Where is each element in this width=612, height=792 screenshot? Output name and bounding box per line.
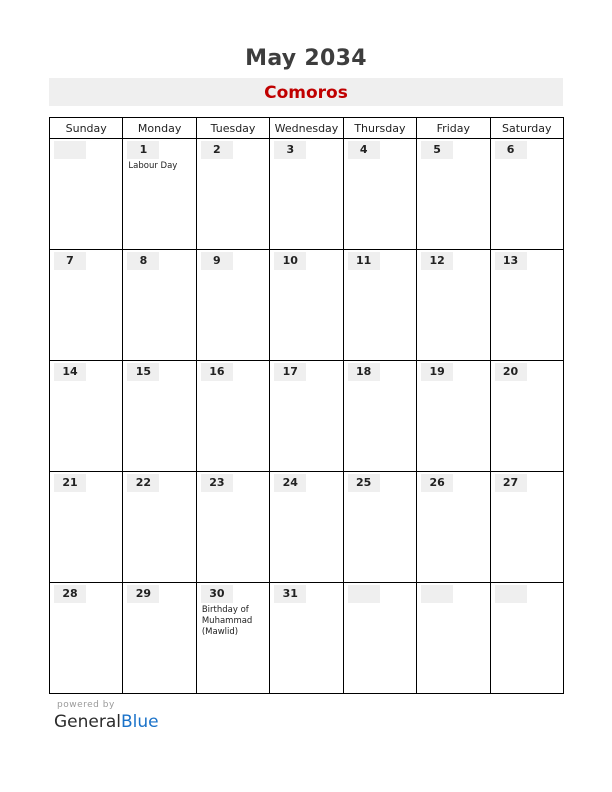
weekday-wednesday: Wednesday bbox=[270, 118, 343, 139]
day-number: 24 bbox=[274, 474, 306, 492]
day-number: 27 bbox=[495, 474, 527, 492]
day-number: 9 bbox=[201, 252, 233, 270]
day-number: 18 bbox=[348, 363, 380, 381]
country-name: Comoros bbox=[264, 83, 348, 103]
day-number: 6 bbox=[495, 141, 527, 159]
weekday-thursday: Thursday bbox=[343, 118, 416, 139]
day-cell bbox=[50, 361, 123, 472]
calendar-grid bbox=[49, 117, 564, 694]
day-cell bbox=[50, 139, 123, 250]
day-number: 20 bbox=[495, 363, 527, 381]
day-number: 19 bbox=[421, 363, 453, 381]
day-number: 4 bbox=[348, 141, 380, 159]
day-number: 31 bbox=[274, 585, 306, 603]
day-number: 26 bbox=[421, 474, 453, 492]
week-row-3 bbox=[50, 361, 564, 472]
day-cell bbox=[123, 361, 196, 472]
day-number: 25 bbox=[348, 474, 380, 492]
day-cell bbox=[270, 583, 343, 694]
day-number bbox=[495, 585, 527, 603]
day-number bbox=[54, 141, 86, 159]
day-number: 21 bbox=[54, 474, 86, 492]
brand-general-text: General bbox=[54, 712, 121, 732]
day-cell bbox=[490, 250, 563, 361]
day-number: 10 bbox=[274, 252, 306, 270]
day-cell bbox=[490, 472, 563, 583]
weekday-friday: Friday bbox=[417, 118, 490, 139]
day-cell bbox=[270, 250, 343, 361]
day-number: 17 bbox=[274, 363, 306, 381]
day-number: 30 bbox=[201, 585, 233, 603]
day-cell bbox=[50, 472, 123, 583]
day-number: 16 bbox=[201, 363, 233, 381]
day-cell bbox=[123, 472, 196, 583]
day-number: 2 bbox=[201, 141, 233, 159]
day-cell bbox=[50, 250, 123, 361]
day-cell bbox=[50, 583, 123, 694]
day-number: 13 bbox=[495, 252, 527, 270]
day-cell bbox=[417, 472, 490, 583]
day-number bbox=[348, 585, 380, 603]
day-number bbox=[421, 585, 453, 603]
weekday-monday: Monday bbox=[123, 118, 196, 139]
day-cell bbox=[490, 583, 563, 694]
day-number: 14 bbox=[54, 363, 86, 381]
day-number: 23 bbox=[201, 474, 233, 492]
day-number: 11 bbox=[348, 252, 380, 270]
holiday-label: Labour Day bbox=[128, 161, 178, 171]
holiday-label: Birthday of Muhammad (Mawlid) bbox=[201, 605, 253, 637]
day-cell bbox=[343, 361, 416, 472]
weekday-saturday: Saturday bbox=[490, 118, 563, 139]
day-number: 3 bbox=[274, 141, 306, 159]
day-number: 8 bbox=[127, 252, 159, 270]
day-cell bbox=[343, 583, 416, 694]
powered-by-label: powered by bbox=[57, 700, 115, 710]
day-cell bbox=[123, 139, 196, 250]
day-cell bbox=[196, 361, 269, 472]
day-cell bbox=[270, 361, 343, 472]
day-cell bbox=[417, 361, 490, 472]
week-row-5 bbox=[50, 583, 564, 694]
day-number: 1 bbox=[127, 141, 159, 159]
day-number: 5 bbox=[421, 141, 453, 159]
day-cell bbox=[270, 472, 343, 583]
day-cell bbox=[123, 583, 196, 694]
day-cell bbox=[417, 583, 490, 694]
day-cell bbox=[490, 139, 563, 250]
week-row-4 bbox=[50, 472, 564, 583]
country-banner bbox=[49, 78, 563, 106]
brand-blue-text: Blue bbox=[121, 712, 159, 732]
day-number: 22 bbox=[127, 474, 159, 492]
week-row-1 bbox=[50, 139, 564, 250]
day-cell bbox=[196, 250, 269, 361]
week-row-2 bbox=[50, 250, 564, 361]
day-cell bbox=[196, 139, 269, 250]
day-cell bbox=[196, 472, 269, 583]
day-cell bbox=[123, 250, 196, 361]
day-cell bbox=[343, 139, 416, 250]
day-cell bbox=[270, 139, 343, 250]
day-cell bbox=[417, 139, 490, 250]
day-cell bbox=[343, 472, 416, 583]
day-cell bbox=[196, 583, 269, 694]
day-number: 7 bbox=[54, 252, 86, 270]
day-cell bbox=[343, 250, 416, 361]
weekday-tuesday: Tuesday bbox=[196, 118, 269, 139]
day-number: 12 bbox=[421, 252, 453, 270]
day-number: 28 bbox=[54, 585, 86, 603]
page-title: May 2034 bbox=[245, 46, 367, 71]
day-number: 29 bbox=[127, 585, 159, 603]
weekday-header-row bbox=[50, 118, 564, 139]
day-number: 15 bbox=[127, 363, 159, 381]
day-cell bbox=[417, 250, 490, 361]
generalblue-logo[interactable] bbox=[54, 712, 159, 732]
day-cell bbox=[490, 361, 563, 472]
weekday-sunday: Sunday bbox=[50, 118, 123, 139]
